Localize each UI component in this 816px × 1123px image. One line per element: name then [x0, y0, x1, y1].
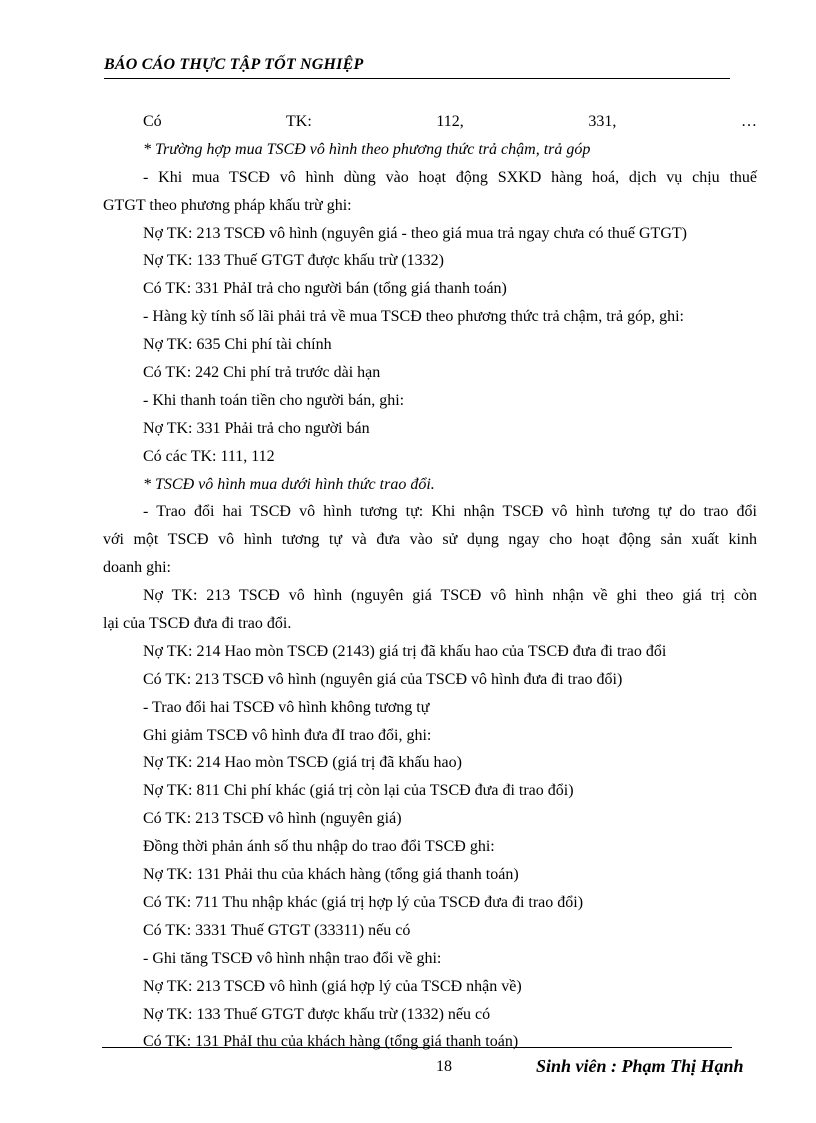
text-line: Có TK: 131 PhảI thu của khách hàng (tổng giá thanh toán) [143, 1033, 519, 1051]
text-line: Có TK: 242 Chi phí trả trước dài hạn [143, 364, 381, 382]
report-title: BÁO CÁO THỰC TẬP TỐT NGHIỆP [104, 56, 364, 73]
text-line: - Trao đổi hai TSCĐ vô hình tương tự: Khi nhận TSCĐ vô hình tương tự do trao đổi [143, 503, 757, 521]
text-line: Nợ TK: 213 TSCĐ vô hình (nguyên giá - theo giá mua trả ngay chưa có thuế GTGT) [143, 224, 687, 242]
section-heading: * TSCĐ vô hình mua dưới hình thức trao đổi. [143, 475, 435, 493]
text-line: Có TK: 711 Thu nhập khác (giá trị hợp lý của TSCĐ đưa đi trao đổi) [143, 893, 584, 911]
student-name: Sinh viên : Phạm Thị Hạnh [536, 1056, 744, 1076]
text-line: Nợ TK: 331 Phải trả cho người bán [143, 419, 370, 437]
text-line: Nợ TK: 133 Thuế GTGT được khấu trừ (1332) nếu có [143, 1005, 491, 1023]
text-line: doanh ghi: [103, 559, 171, 577]
text-line: - Ghi tăng TSCĐ vô hình nhận trao đổi về ghi: [143, 949, 442, 967]
document-body [103, 108, 757, 1056]
text-line: Có TK: 112, 331, … [143, 113, 757, 130]
text-line: lại của TSCĐ đưa đi trao đổi. [103, 615, 292, 633]
text-line: Có TK: 213 TSCĐ vô hình (nguyên giá) [143, 810, 402, 828]
footer-divider [102, 1047, 732, 1048]
text-line: với một TSCĐ vô hình tương tự và đưa vào sử dụng ngay cho hoạt động sản xuất kinh [103, 531, 757, 549]
text-line: Nợ TK: 133 Thuế GTGT được khấu trừ (1332) [143, 252, 444, 270]
text-line: Có TK: 331 PhảI trả cho người bán (tổng giá thanh toán) [143, 280, 507, 298]
text-line: Có các TK: 111, 112 [143, 447, 275, 465]
text-line: Có TK: 3331 Thuế GTGT (33311) nếu có [143, 921, 411, 939]
page-number: 18 [436, 1058, 452, 1075]
page-header [104, 54, 730, 79]
text-line: - Khi thanh toán tiền cho người bán, ghi: [143, 391, 405, 409]
text-line: Nợ TK: 213 TSCĐ vô hình (nguyên giá TSCĐ vô hình nhận về ghi theo giá trị còn [143, 587, 757, 605]
text-line: Nợ TK: 811 Chi phí khác (giá trị còn lại của TSCĐ đưa đi trao đổi) [143, 782, 574, 800]
section-heading: * Trường hợp mua TSCĐ vô hình theo phương thức trả chậm, trả góp [143, 140, 591, 158]
text-line: Nợ TK: 635 Chi phí tài chính [143, 336, 332, 354]
text-line: Có TK: 213 TSCĐ vô hình (nguyên giá của TSCĐ vô hình đưa đi trao đổi) [143, 670, 623, 688]
text-line: Nợ TK: 213 TSCĐ vô hình (giá hợp lý của TSCĐ nhận về) [143, 977, 522, 995]
text-line: - Trao đổi hai TSCĐ vô hình không tương tự [143, 698, 430, 716]
text-line: Nợ TK: 214 Hao mòn TSCĐ (2143) giá trị đã khấu hao của TSCĐ đưa đi trao đổi [143, 642, 667, 660]
text-line: Đồng thời phản ánh số thu nhập do trao đổi TSCĐ ghi: [143, 838, 495, 856]
text-line: Nợ TK: 131 Phải thu của khách hàng (tổng giá thanh toán) [143, 866, 519, 884]
text-line: Nợ TK: 214 Hao mòn TSCĐ (giá trị đã khấu hao) [143, 754, 462, 772]
text-line: - Khi mua TSCĐ vô hình dùng vào hoạt động SXKD hàng hoá, dịch vụ chịu thuế [143, 168, 757, 186]
text-line: GTGT theo phương pháp khấu trừ ghi: [103, 196, 352, 214]
text-line: Ghi giảm TSCĐ vô hình đưa đI trao đổi, ghi: [143, 726, 432, 744]
text-line: - Hàng kỳ tính số lãi phải trả về mua TSCĐ theo phương thức trả chậm, trả góp, ghi: [143, 308, 684, 326]
